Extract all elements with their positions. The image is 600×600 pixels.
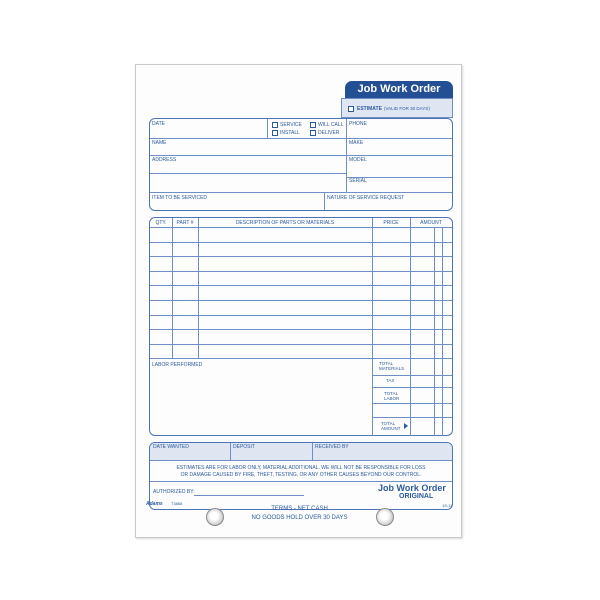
table-row-rule [150,344,452,345]
cents-col-rule [434,227,435,436]
install-label: INSTALL [280,130,300,136]
table-row-rule [150,329,452,330]
punch-hole-left [206,508,224,526]
table-header-rule [150,227,452,228]
tax-label: TAX [386,378,395,383]
table-row-rule [150,256,452,257]
will-call-label: WILL CALL [318,122,344,128]
estimate-note: (VALID FOR 30 DAYS) [384,106,430,111]
received-by-label: RECEIVED BY [315,444,349,450]
model-label: MODEL [349,157,367,163]
rule [150,138,452,139]
col-header-description: DESCRIPTION OF PARTS OR MATERIALS [235,220,335,226]
rule [150,460,452,461]
arrow-right-icon [404,423,408,429]
disclaimer-line-1: ESTIMATES ARE FOR LABOR ONLY, MATERIAL ADDITIONAL. WE WILL NOT BE RESPONSIBLE FOR LOSS [176,465,426,471]
rule [230,443,231,460]
totals-rule [372,403,452,404]
col-header-part: PART # [176,220,194,226]
col-header-amount: AMOUNT [420,220,442,226]
footer-title: Job Work Order [378,483,446,493]
job-work-order-form [135,64,462,538]
estimate-checkbox[interactable] [348,106,354,112]
labor-performed-label: LABOR PERFORMED [152,362,203,368]
table-row-rule [150,242,452,243]
totals-rule [372,375,452,376]
date-label: DATE [152,121,165,127]
serial-label: SERIAL [349,178,367,184]
rule [346,119,347,192]
address-label: ADDRESS [152,157,177,163]
table-row-rule [150,285,452,286]
form-code: T3868 [171,501,183,506]
form-rev: 1S-11 [442,503,453,508]
copy-label: ORIGINAL [399,493,434,500]
table-row-rule [150,271,452,272]
service-checkbox[interactable] [272,122,278,128]
will-call-checkbox[interactable] [310,122,316,128]
cents-col-rule [442,227,443,436]
goods-text: NO GOODS HOLD OVER 30 DAYS [251,515,348,521]
form-title: Job Work Order [345,81,453,98]
brand-logo: Adams [146,501,163,507]
name-label: NAME [152,140,167,146]
disclaimer-line-2: OR DAMAGE CAUSED BY FIRE, THEFT, TESTING, OR ANY OTHER CAUSES BEYOND OUR CONTROL. [180,472,422,478]
rule [267,119,268,138]
table-row-rule [150,300,452,301]
total-amount-label: TOTAL AMOUNT [381,421,401,431]
col-header-price: PRICE [383,220,399,226]
footer-shade [150,443,452,460]
rule [150,173,346,174]
totals-rule [372,387,452,388]
rule [312,443,313,460]
total-labor-label: TOTAL LABOR [384,391,400,401]
install-checkbox[interactable] [272,130,278,136]
table-col-rule [172,218,173,358]
deliver-checkbox[interactable] [310,130,316,136]
rule [150,155,452,156]
totals-rule [372,417,452,418]
service-label: SERVICE [280,122,302,128]
punch-hole-right [376,508,394,526]
phone-label: PHONE [349,121,367,127]
item-label: ITEM TO BE SERVICED [152,195,208,201]
signature-line [194,495,304,496]
table-row-rule [150,358,452,359]
table-col-rule [198,218,199,358]
rule [150,481,452,482]
total-materials-label: TOTAL MATERIALS [379,361,405,371]
terms-text: TERMS - NET CASH [271,506,328,512]
table-row-rule [150,315,452,316]
col-header-qty: QTY. [155,220,167,226]
estimate-label: ESTIMATE [357,106,382,112]
deposit-label: DEPOSIT [233,444,255,450]
deliver-label: DELIVER [318,130,340,136]
rule [324,192,325,210]
nature-label: NATURE OF SERVICE REQUEST [327,195,405,201]
authorized-by-label: AUTHORIZED BY: [153,489,195,495]
make-label: MAKE [349,140,364,146]
rule [150,192,452,193]
date-wanted-label: DATE WANTED [153,444,189,450]
